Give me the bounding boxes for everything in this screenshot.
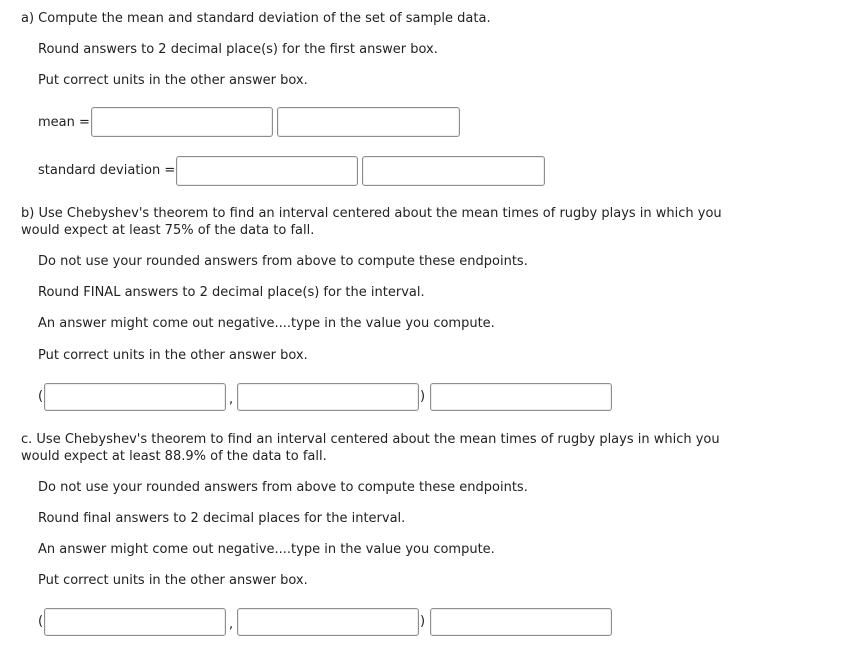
part-b-upper-endpoint-input[interactable] bbox=[237, 383, 419, 411]
part-b-close-paren: ) bbox=[420, 389, 426, 404]
part-b-comma: , bbox=[229, 392, 234, 407]
part-c-no-round-instruction: Do not use your rounded answers from above to compute these endpoints. bbox=[38, 480, 528, 495]
part-b-units-instruction: Put correct units in the other answer box. bbox=[38, 348, 308, 363]
part-c-units-instruction: Put correct units in the other answer box. bbox=[38, 573, 308, 588]
part-c-negative-instruction: An answer might come out negative....type in the value you compute. bbox=[38, 542, 495, 557]
standard-deviation-input[interactable] bbox=[176, 156, 358, 186]
part-a-question: a) Compute the mean and standard deviation of the set of sample data. bbox=[21, 11, 491, 26]
part-c-question: c. Use Chebyshev's theorem to find an interval centered about the mean times of rugby plays in which you would expect at least 88.9% of the data to fall. bbox=[21, 432, 720, 464]
part-b-question: b) Use Chebyshev's theorem to find an interval centered about the mean times of rugby plays in which you would expect at least 75% of the data to fall. bbox=[21, 206, 722, 238]
part-b-no-round-instruction: Do not use your rounded answers from above to compute these endpoints. bbox=[38, 254, 528, 269]
part-b-open-paren: ( bbox=[38, 389, 44, 404]
standard-deviation-units-input[interactable] bbox=[362, 156, 545, 186]
part-a-units-instruction: Put correct units in the other answer box. bbox=[38, 73, 308, 88]
standard-deviation-label: standard deviation = bbox=[38, 163, 176, 178]
part-c-close-paren: ) bbox=[420, 614, 426, 629]
mean-label: mean = bbox=[38, 115, 90, 130]
part-a-round-instruction: Round answers to 2 decimal place(s) for the first answer box. bbox=[38, 42, 438, 57]
part-c-lower-endpoint-input[interactable] bbox=[44, 608, 226, 636]
part-b-lower-endpoint-input[interactable] bbox=[44, 383, 226, 411]
part-b-negative-instruction: An answer might come out negative....type in the value you compute. bbox=[38, 316, 495, 331]
part-c-upper-endpoint-input[interactable] bbox=[237, 608, 419, 636]
part-c-units-input[interactable] bbox=[430, 608, 612, 636]
mean-input[interactable] bbox=[91, 107, 273, 137]
mean-units-input[interactable] bbox=[277, 107, 460, 137]
part-b-round-instruction: Round FINAL answers to 2 decimal place(s) for the interval. bbox=[38, 285, 425, 300]
part-c-round-instruction: Round final answers to 2 decimal places for the interval. bbox=[38, 511, 406, 526]
part-c-comma: , bbox=[229, 617, 234, 632]
part-c-open-paren: ( bbox=[38, 614, 44, 629]
part-b-units-input[interactable] bbox=[430, 383, 612, 411]
